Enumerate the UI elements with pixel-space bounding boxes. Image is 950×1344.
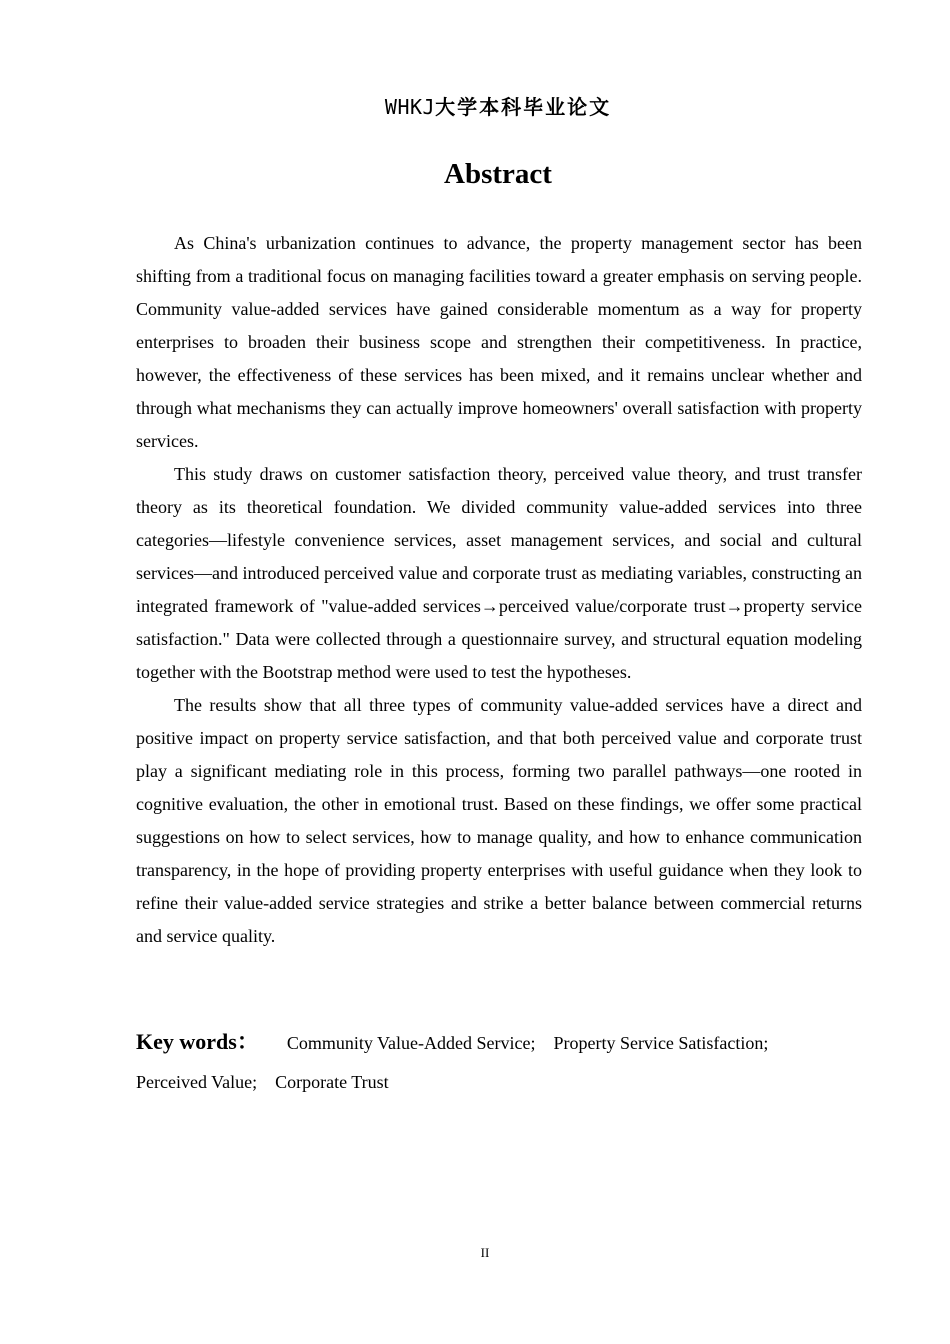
keyword-item: Community Value-Added Service; [286,1033,536,1053]
running-header [0,94,950,120]
keywords-section [136,1022,862,1102]
keywords-label: Key words： [136,1029,259,1054]
page-number: II [480,1245,490,1260]
abstract-paragraph-2: This study draws on customer satisfaction theory, perceived value theory, and trust transfer theory as its theoretical foundation. We divided community value-added services into three categories—lifestyle convenience services, asset management services, and social and cultural services—and introduced perceived value and corporate trust as mediating variables, constructing an integrated framework of "value-added services→perceived value/corporate trust→property service satisfaction." Data were collected through a questionnaire survey, and structural equation modeling together with the Bootstrap method were used to test the hypotheses. [136,464,862,682]
abstract-title: Abstract [444,158,552,190]
header-latin: WHKJ [384,95,436,119]
keyword-item: Corporate Trust [275,1072,389,1092]
header-chinese: 大学本科毕业论文 [435,95,612,119]
keyword-item: Property Service Satisfaction; [553,1033,769,1053]
abstract-paragraph-1: As China's urbanization continues to advance, the property management sector has been shifting from a traditional focus on managing facilities toward a greater emphasis on serving people. Community value-added services have gained considerable momentum as a way for property enterprises to broaden their business scope and strengthen their competitiveness. In practice, however, the effectiveness of these services has been mixed, and it remains unclear whether and through what mechanisms they can actually improve homeowners' overall satisfaction with property services. [136,233,862,451]
abstract-paragraph-3: The results show that all three types of community value-added services have a direct and positive impact on property service satisfaction, and that both perceived value and corporate trust play a significant mediating role in this process, forming two parallel pathways—one rooted in cognitive evaluation, the other in emotional trust. Based on these findings, we offer some practical suggestions on how to select services, how to manage quality, and how to enhance communication transparency, in the hope of providing property enterprises with useful guidance when they look to refine their value-added service strategies and strike a better balance between commercial returns and service quality. [136,695,862,946]
abstract-body [136,227,862,953]
keyword-item: Perceived Value; [136,1072,258,1092]
